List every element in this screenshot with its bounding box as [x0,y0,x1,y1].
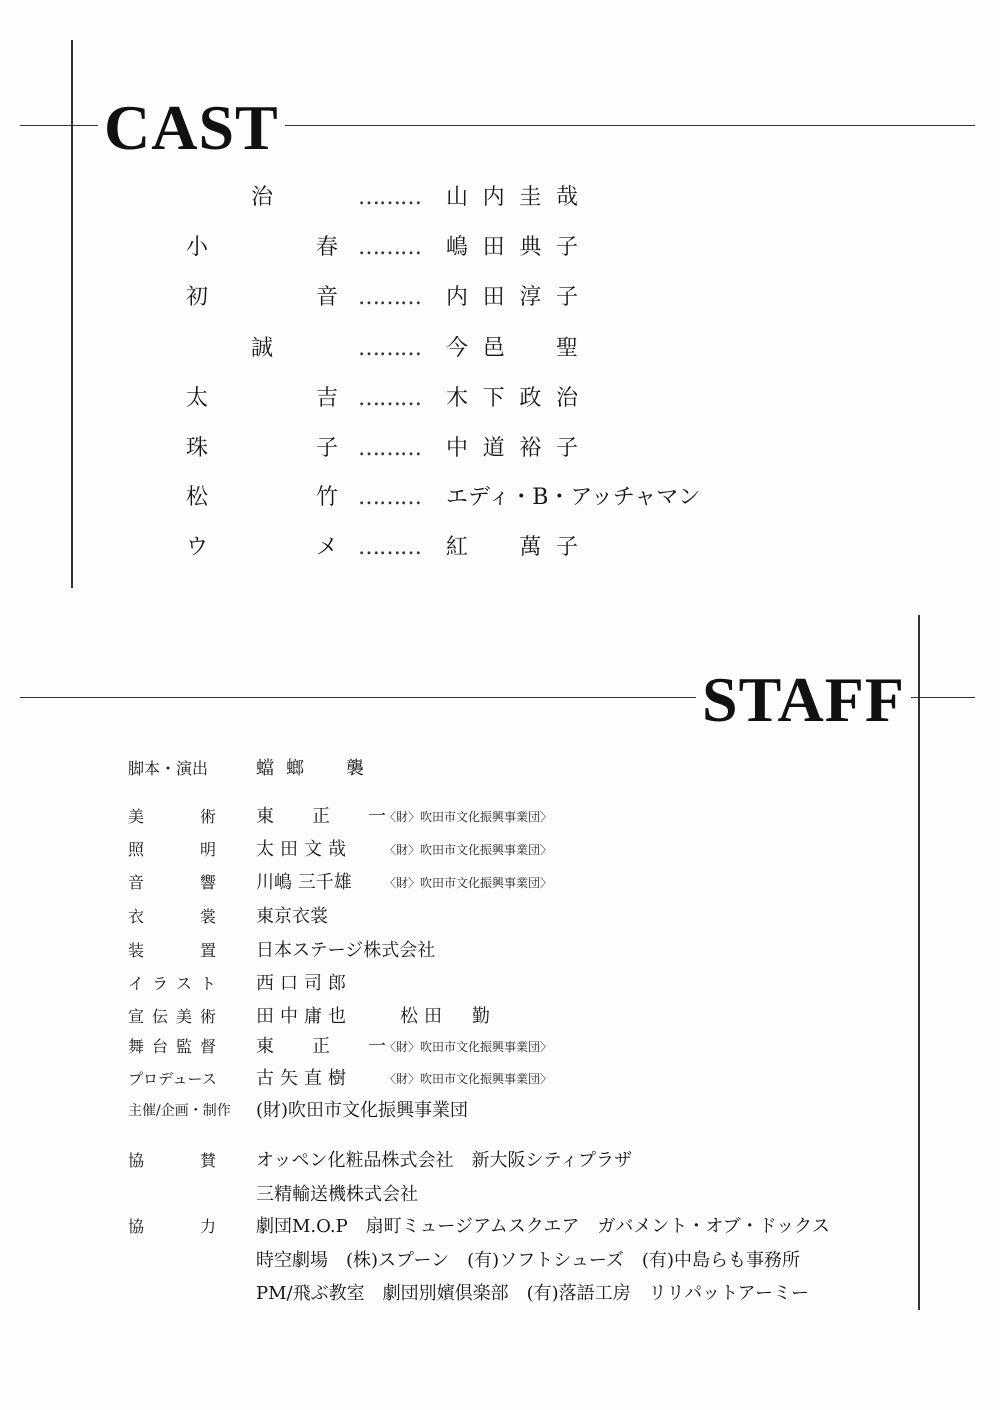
staff-label: 音響 [128,873,216,892]
staff-affiliation: 〈財〉吹田市文化振興事業団〉 [384,1072,553,1086]
cast-actor: 木下政治 [446,386,580,411]
cast-actor: 紅 萬子 [446,535,580,560]
staff-label: 衣裳 [128,907,216,926]
staff-affiliation: 〈財〉吹田市文化振興事業団〉 [384,876,553,890]
staff-label: イラスト [128,974,216,993]
staff-heading: STAFF [696,668,911,732]
cast-role: 松竹 [186,485,338,510]
staff-value: 古矢直樹 [256,1068,352,1089]
cast-actor: 今邑 聖 [446,336,580,361]
staff-value: 東 正 一 [256,806,396,827]
staff-affiliation: 〈財〉吹田市文化振興事業団〉 [384,1040,553,1054]
staff-affiliation: 〈財〉吹田市文化振興事業団〉 [384,843,553,857]
cast-role: 小春 [186,235,338,260]
staff-value: 川嶋 三千雄 [256,872,352,893]
cast-actor: 中道裕子 [446,436,580,461]
staff-value: 西口司郎 [256,973,352,994]
staff-value: 蟷螂 襲 [256,758,376,779]
staff-value: 劇団M.O.P 扇町ミュージアムスクエア ガバメント・オブ・ドックス [256,1216,830,1237]
staff-value: 三精輸送機株式会社 [256,1184,418,1205]
cast-role: 誠 [250,336,273,361]
cast-leader-dots: ……… [358,285,421,310]
cast-vertical-rule [71,40,73,588]
cast-actor: 嶋田典子 [446,235,580,260]
cast-role: 珠子 [186,436,338,461]
cast-actor: 内田淳子 [446,285,580,310]
staff-label: プロデュース [128,1070,217,1088]
cast-role: 治 [250,185,273,210]
cast-role: ウメ [186,535,338,560]
cast-leader-dots: ……… [358,436,421,461]
staff-label: 協力 [128,1217,216,1236]
staff-label: 装置 [128,941,216,960]
staff-label: 美術 [128,807,216,826]
staff-value: PM/飛ぶ教室 劇団別嬪倶楽部 (有)落語工房 リリパットアーミー [256,1283,810,1304]
staff-value: 時空劇場 (株)スプーン (有)ソフトシューズ (有)中島らも事務所 [256,1250,800,1271]
cast-leader-dots: ……… [358,235,421,260]
staff-label: 主催/企画・制作 [128,1103,231,1119]
staff-label: 舞台監督 [128,1037,216,1056]
staff-label: 照明 [128,840,216,859]
staff-label: 脚本・演出 [128,759,209,778]
staff-vertical-rule [918,615,920,1310]
cast-role: 初音 [186,285,338,310]
staff-value: オッペン化粧品株式会社 新大阪シティプラザ [256,1150,633,1171]
cast-actor: エディ・B・アッチャマン [446,485,701,510]
staff-affiliation: 〈財〉吹田市文化振興事業団〉 [384,810,553,824]
staff-value: (財)吹田市文化振興事業団 [256,1100,469,1121]
staff-value: 東京衣裳 [256,906,328,927]
cast-role: 太吉 [186,386,338,411]
staff-value: 太田文哉 [256,839,352,860]
staff-label: 協賛 [128,1151,216,1170]
staff-label: 宣伝美術 [128,1007,216,1026]
staff-value: 日本ステージ株式会社 [256,940,436,961]
cast-leader-dots: ……… [358,185,421,210]
cast-heading: CAST [98,96,285,160]
cast-leader-dots: ……… [358,336,421,361]
cast-leader-dots: ……… [358,386,421,411]
staff-value: 田中庸也 松田 勤 [256,1006,496,1027]
cast-leader-dots: ……… [358,535,421,560]
cast-actor: 山内圭哉 [446,185,580,210]
cast-leader-dots: ……… [358,485,421,510]
staff-value: 東 正 一 [256,1036,396,1057]
